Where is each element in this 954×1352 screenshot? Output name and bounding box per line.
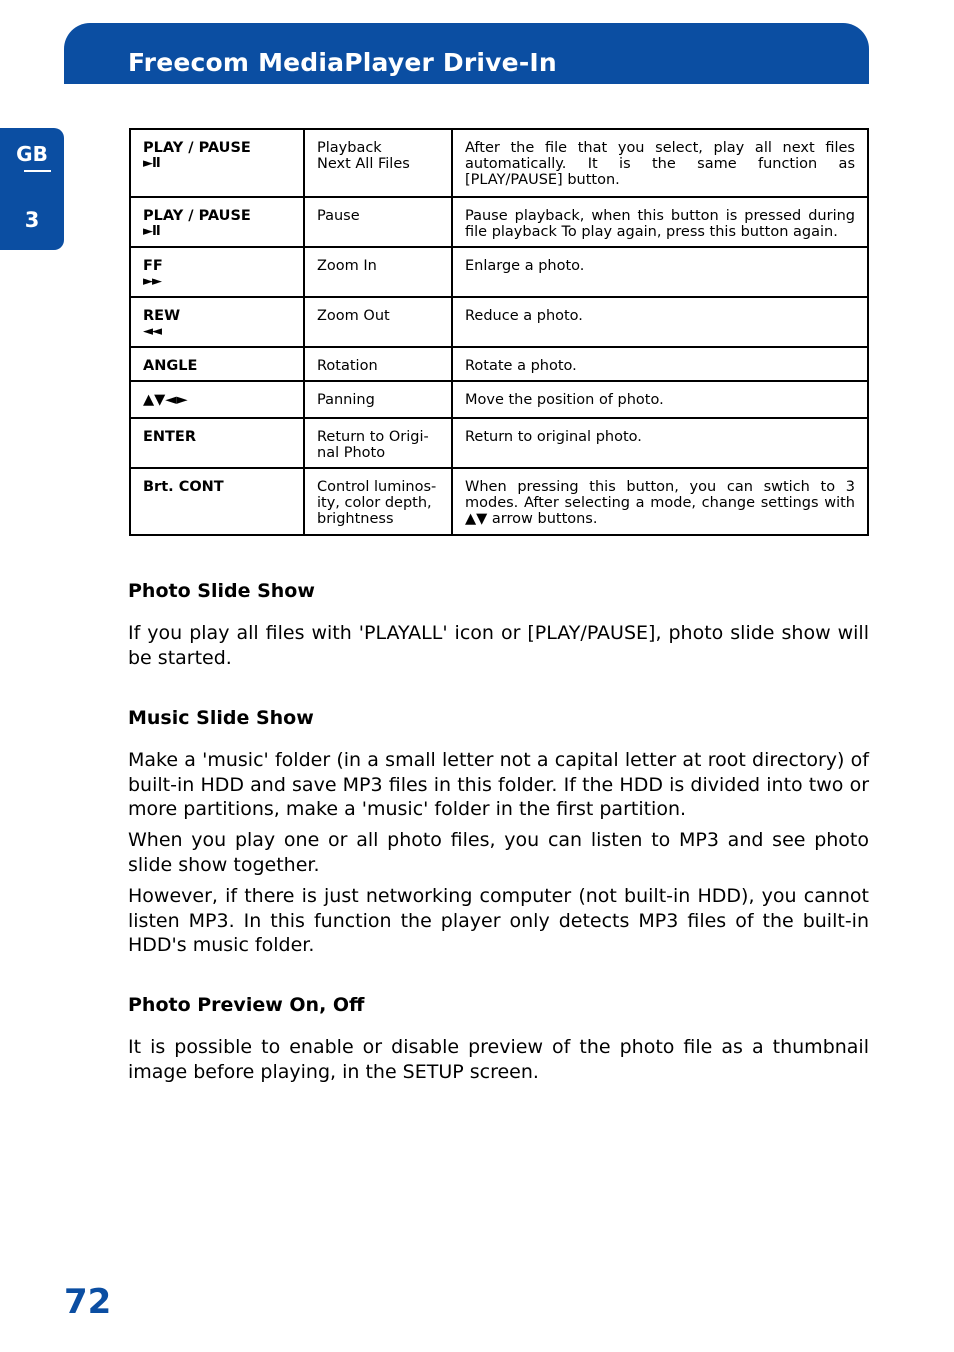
description-cell: Return to original photo. <box>452 418 868 468</box>
music-slide-show-text-2: When you play one or all photo files, you can listen to MP3 and see photo slide show together. <box>128 829 869 876</box>
chapter-number: 3 <box>24 208 40 232</box>
table-row <box>130 247 868 297</box>
table-row <box>130 468 868 535</box>
function-cell: Rotation <box>304 347 452 381</box>
key-name: PLAY / PAUSE <box>143 208 251 224</box>
chapter-tab <box>0 128 64 250</box>
table-row <box>130 129 868 197</box>
key-symbol-icon: ►II <box>143 156 160 171</box>
key-symbol-icon: ►II <box>143 224 160 239</box>
page-title: Freecom MediaPlayer Drive-In <box>128 48 557 77</box>
key-name: ▲▼◄► <box>143 392 188 408</box>
description-cell: Reduce a photo. <box>452 297 868 347</box>
table-row <box>130 381 868 418</box>
key-name: Brt. CONT <box>143 479 224 495</box>
key-name: FF <box>143 258 163 274</box>
photo-slide-show-text: If you play all files with 'PLAYALL' icon or [PLAY/PAUSE], photo slide show will be started. <box>128 622 869 669</box>
tab-divider <box>24 170 51 172</box>
key-symbol-icon: ►► <box>143 274 161 289</box>
section-title-photo-preview: Photo Preview On, Off <box>128 994 365 1016</box>
key-name: REW <box>143 308 181 324</box>
remote-key-table <box>129 128 869 536</box>
table-row <box>130 197 868 247</box>
function-cell: Control luminos- ity, color depth, brightness <box>304 468 452 535</box>
table-row <box>130 297 868 347</box>
description-cell: Enlarge a photo. <box>452 247 868 297</box>
key-cell <box>130 129 304 197</box>
table-row <box>130 347 868 381</box>
section-title-photo-slide-show: Photo Slide Show <box>128 580 315 602</box>
key-cell <box>130 468 304 535</box>
key-symbol-icon: ◄◄ <box>143 324 161 339</box>
page-number: 72 <box>64 1282 112 1322</box>
function-cell: Panning <box>304 381 452 418</box>
key-cell <box>130 418 304 468</box>
table-row <box>130 418 868 468</box>
key-cell <box>130 247 304 297</box>
key-cell <box>130 197 304 247</box>
key-name: ANGLE <box>143 358 198 374</box>
key-name: ENTER <box>143 429 197 445</box>
function-cell: Zoom In <box>304 247 452 297</box>
key-name: PLAY / PAUSE <box>143 140 251 156</box>
description-cell: Rotate a photo. <box>452 347 868 381</box>
description-cell: Move the position of photo. <box>452 381 868 418</box>
music-slide-show-text-1: Make a 'music' folder (in a small letter not a capital letter at root directory) of built-in HDD and save MP3 files in this folder. If the HDD is divided into two or more partitions, make a 'music' folder in the first partition. <box>128 749 869 820</box>
description-cell: Pause playback, when this button is pressed during file playback To play again, press this button again. <box>452 197 868 247</box>
function-cell: Zoom Out <box>304 297 452 347</box>
section-title-music-slide-show: Music Slide Show <box>128 707 314 729</box>
key-cell <box>130 347 304 381</box>
music-slide-show-text-3: However, if there is just networking computer (not built-in HDD), you cannot listen MP3. In this function the player only detects MP3 files of the built-in HDD's music folder. <box>128 885 869 956</box>
function-cell: Pause <box>304 197 452 247</box>
key-cell <box>130 297 304 347</box>
function-cell: Playback Next All Files <box>304 129 452 197</box>
language-label: GB <box>16 142 48 166</box>
description-cell: After the file that you select, play all next files automatically. It is the same function as [PLAY/PAUSE] button. <box>452 129 868 197</box>
description-cell: When pressing this button, you can swtich to 3 modes. After selecting a mode, change settings with ▲▼ arrow buttons. <box>452 468 868 535</box>
key-cell <box>130 381 304 418</box>
photo-preview-text: It is possible to enable or disable preview of the photo file as a thumbnail image before playing, in the SETUP screen. <box>128 1036 869 1083</box>
function-cell: Return to Origi- nal Photo <box>304 418 452 468</box>
